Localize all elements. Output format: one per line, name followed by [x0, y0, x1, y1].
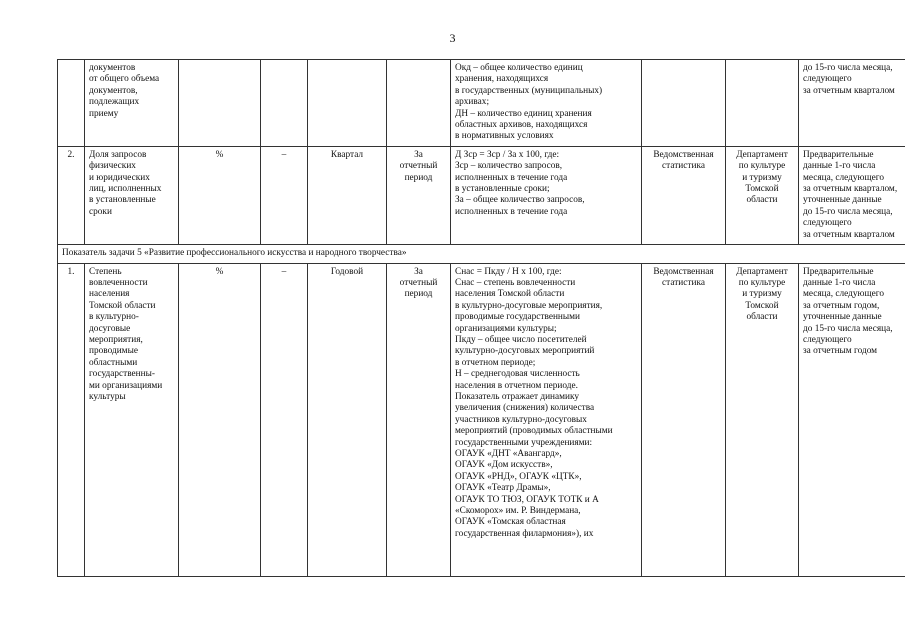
- formula-cell: Д Зср = Зср / За х 100, где: Зср – количество запросов, исполненных в течение года в установленные сроки; За – общее количество запросов, исполненных в течение года: [451, 146, 642, 244]
- indicator-name-cell: документов от общего объема документов, подлежащих приему: [85, 60, 179, 147]
- formula-cell: Снас = Пкду / Н х 100, где: Снас – степень вовлеченности населения Томской области в культурно-досуговые мероприятия, проводимые государственными организациями культуры; Пкду – общее число посетителей культурно-досуговых мероприятий в отчетном периоде; Н – среднегодовая численность населения в отчетном периоде. Показатель отражает динамику увеличения (снижения) количества участников культурно-досуговых мероприятий (проводимых областными государственными учреждениями: ОГАУК «ДНТ «Авангард», ОГАУК «Дом искусств», ОГАУК «РНД», ОГАУК «ЦТК», ОГАУК «Театр Драмы», ОГАУК ТО ТЮЗ, ОГАУК ТОТК и А «Скоморох» им. Р. Виндермана, ОГАУК «Томская областная государственная филармония»), их: [451, 263, 642, 576]
- indicator-table: [57, 59, 905, 577]
- table-row-continuation: [58, 60, 905, 147]
- source-cell: [642, 60, 726, 147]
- unit-cell: [179, 60, 261, 147]
- unit-cell: %: [179, 263, 261, 576]
- table-row-2: [58, 146, 905, 244]
- num-cell: 1.: [58, 263, 85, 576]
- section-heading: Показатель задачи 5 «Развитие профессионального искусства и народного творчества»: [58, 245, 905, 263]
- periodicity-cell: Квартал: [308, 146, 387, 244]
- source-cell: Ведомственная статистика: [642, 263, 726, 576]
- base-period-cell: За отчетный период: [387, 263, 451, 576]
- page-number: 3: [449, 31, 456, 45]
- source-cell: Ведомственная статистика: [642, 146, 726, 244]
- indicator-name-cell: Степень вовлеченности населения Томской области в культурно- досуговые мероприятия, проводимые областными государственны- ми организациями культуры: [85, 263, 179, 576]
- responsible-cell: Департамент по культуре и туризму Томской области: [726, 263, 799, 576]
- unit-cell: %: [179, 146, 261, 244]
- responsible-cell: Департамент по культуре и туризму Томской области: [726, 146, 799, 244]
- base-period-cell: [387, 60, 451, 147]
- base-period-cell: За отчетный период: [387, 146, 451, 244]
- deadline-cell: до 15-го числа месяца, следующего за отчетным кварталом: [799, 60, 905, 147]
- deadline-cell: Предварительные данные 1-го числа месяца, следующего за отчетным кварталом, уточненные данные до 15-го числа месяца, следующего за отчетным кварталом: [799, 146, 905, 244]
- periodicity-cell: Годовой: [308, 263, 387, 576]
- deadline-cell: Предварительные данные 1-го числа месяца, следующего за отчетным годом, уточненные данные до 15-го числа месяца, следующего за отчетным годом: [799, 263, 905, 576]
- periodicity-cell: [308, 60, 387, 147]
- indicator-name-cell: Доля запросов физических и юридических лиц, исполненных в установленные сроки: [85, 146, 179, 244]
- table-row-1: [58, 263, 905, 576]
- section-heading-row: [58, 245, 905, 263]
- dynamics-cell: –: [261, 146, 308, 244]
- dynamics-cell: [261, 60, 308, 147]
- num-cell: [58, 60, 85, 147]
- num-cell: 2.: [58, 146, 85, 244]
- dynamics-cell: –: [261, 263, 308, 576]
- formula-cell: Окд – общее количество единиц хранения, находящихся в государственных (муниципальных) архивах; ДН – количество единиц хранения областных архивов, находящихся в нормативных условиях: [451, 60, 642, 147]
- responsible-cell: [726, 60, 799, 147]
